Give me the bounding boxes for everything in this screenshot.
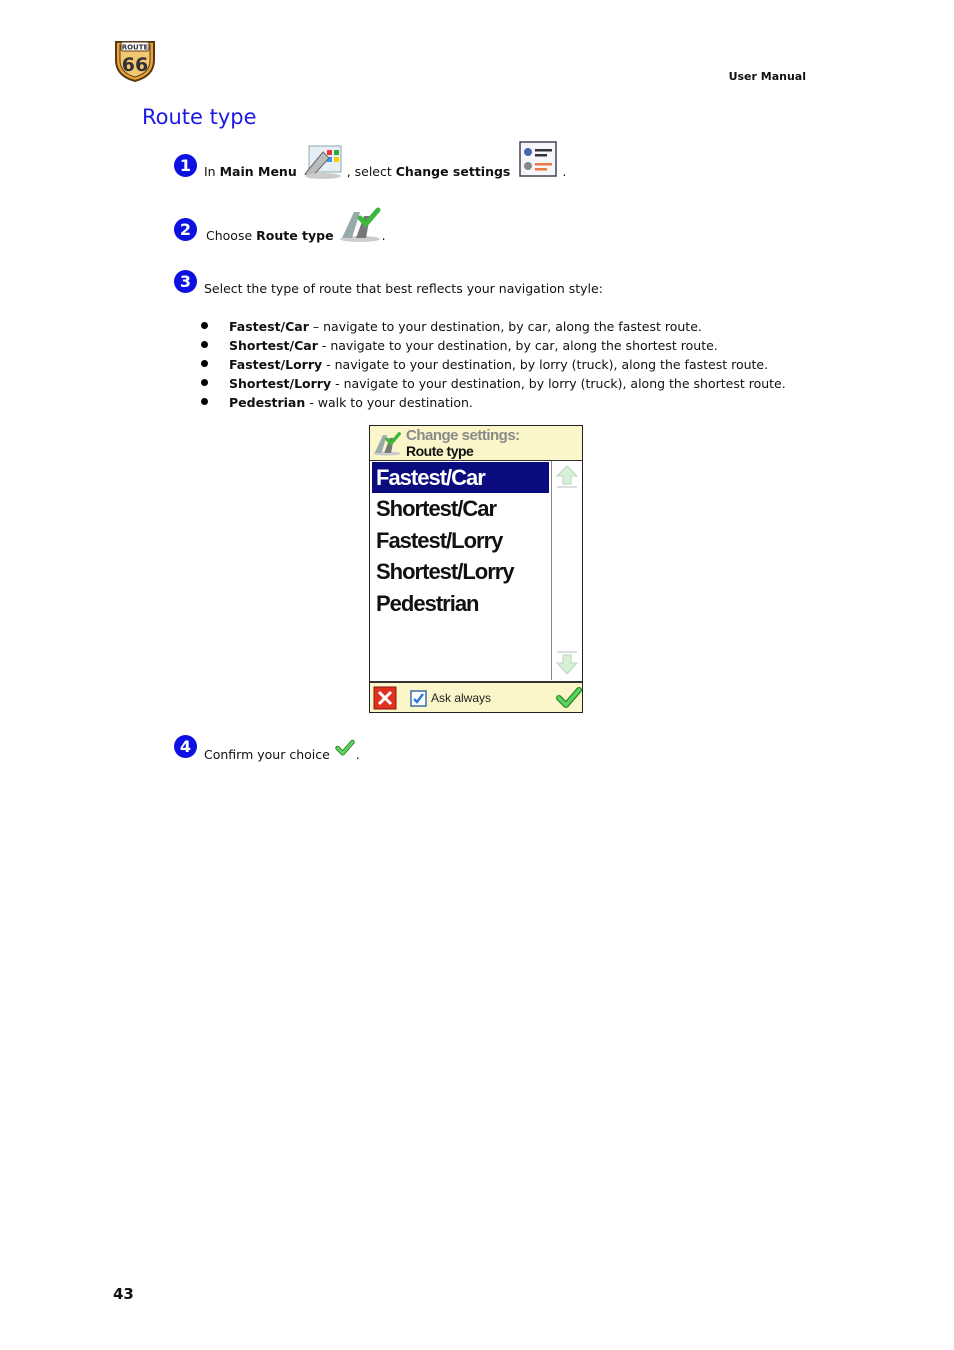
step-2-pre: Choose (206, 228, 257, 243)
logo-text-num: 66 (121, 54, 149, 76)
step-1-main-menu: Main Menu (219, 164, 297, 179)
scrollbar[interactable] (551, 461, 582, 680)
step-1-change-settings: Change settings (395, 164, 511, 179)
list-item-term: Fastest/Car (229, 319, 309, 334)
step-1-text (204, 137, 566, 179)
step-2-post: . (381, 228, 386, 243)
option-pedestrian[interactable]: Pedestrian (376, 591, 479, 616)
list-item-term: Pedestrian (229, 395, 306, 410)
step-number-2: 2 (174, 218, 197, 241)
ask-always-label[interactable]: Ask always (431, 691, 492, 705)
list-item-desc: - navigate to your destination, by lorry (truck), along the fastest route. (322, 357, 769, 372)
step-2-route-type: Route type (256, 228, 334, 243)
list-item (200, 393, 786, 412)
step-4-text (204, 738, 360, 762)
change-settings-icon (518, 140, 558, 211)
list-item-term: Shortest/Lorry (229, 376, 332, 391)
step-1-pre: In (204, 164, 220, 179)
scroll-up-arrow-icon[interactable] (555, 464, 579, 495)
list-item-term: Shortest/Car (229, 338, 318, 353)
device-header-title: Change settings: (406, 427, 520, 444)
list-item (200, 317, 786, 336)
step-number-3: 3 (174, 270, 197, 293)
step-3-text: Select the type of route that best reflects your navigation style: (204, 281, 603, 296)
list-item-desc: – navigate to your destination, by car, along the fastest route. (308, 319, 702, 334)
header-label: User Manual (728, 70, 806, 83)
step-2-text (206, 200, 386, 244)
device-header (370, 426, 582, 461)
logo-text-top: ROUTE (121, 43, 149, 52)
option-shortest-car[interactable]: Shortest/Car (376, 496, 497, 521)
list-item-desc: - navigate to your destination, by car, along the shortest route. (317, 338, 718, 353)
list-item-term: Fastest/Lorry (229, 357, 323, 372)
step-1-post: . (562, 164, 567, 179)
device-screen (369, 425, 583, 713)
step-4-post: . (355, 747, 360, 762)
route66-logo (112, 36, 158, 82)
confirm-check-icon (334, 738, 356, 768)
list-item-desc: - walk to your destination. (305, 395, 473, 410)
cancel-x-icon[interactable] (373, 686, 397, 715)
list-item (200, 336, 786, 355)
option-fastest-car[interactable]: Fastest/Car (372, 462, 549, 493)
ask-always-checkbox[interactable] (410, 690, 427, 712)
device-header-subtitle: Route type (406, 443, 474, 459)
step-number-1: 1 (174, 154, 197, 177)
page-title: Route type (142, 105, 257, 129)
route-type-options (370, 461, 551, 680)
step-1-mid: , select (346, 164, 396, 179)
option-shortest-lorry[interactable]: Shortest/Lorry (376, 559, 514, 584)
step-number-4: 4 (174, 735, 197, 758)
route-type-icon (338, 204, 382, 276)
list-item-desc: - navigate to your destination, by lorry (truck), along the shortest route. (331, 376, 786, 391)
confirm-check-icon[interactable] (556, 686, 582, 715)
list-item (200, 374, 786, 393)
page-number: 43 (113, 1285, 134, 1303)
device-footer (370, 681, 582, 712)
route-type-list (200, 317, 786, 412)
step-4-pre: Confirm your choice (204, 747, 334, 762)
scroll-down-arrow-icon[interactable] (555, 650, 579, 681)
option-fastest-lorry[interactable]: Fastest/Lorry (376, 528, 503, 553)
list-item (200, 355, 786, 374)
route-type-icon (372, 431, 402, 462)
